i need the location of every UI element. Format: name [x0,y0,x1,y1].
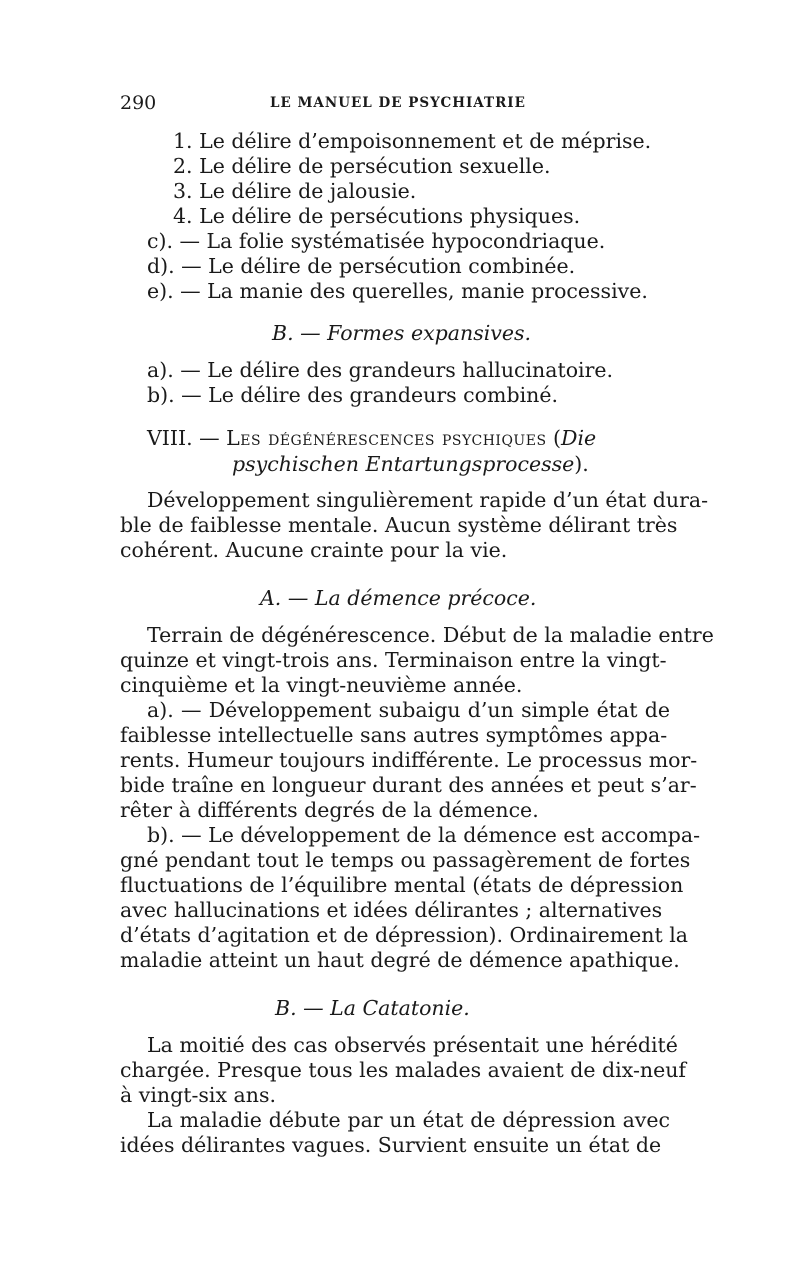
list-item: 4. Le délire de persécutions physiques. [173,204,581,228]
chapter-heading-lead: VIII. — [147,426,227,450]
chapter-heading-open-paren: ( [546,426,562,450]
list-item: b). — Le délire des grandeurs combiné. [147,383,558,407]
paragraph-line: rents. Humeur toujours indifférente. Le processus mor- [120,748,698,772]
chapter-heading-line2 [232,451,589,477]
paragraph-line: avec hallucinations et idées délirantes ; alternatives [120,898,663,922]
chapter-heading-title: Les dégénérescences psychiques [226,426,547,450]
list-item: 1. Le délire d’empoisonnement et de méprise. [173,129,652,153]
paragraph-line: ble de faiblesse mentale. Aucun système délirant très [120,513,678,537]
paragraph-line: d’états d’agitation et de dépression). Ordinairement la [120,923,689,947]
chapter-heading-german-1: Die [561,426,597,450]
paragraph-line: La moitié des cas observés présentait une hérédité [147,1033,678,1057]
paragraph-line: cinquième et la vingt-neuvième année. [120,673,523,697]
paragraph-line: cohérent. Aucune crainte pour la vie. [120,538,508,562]
section-heading: A. — La démence précoce. [260,586,537,610]
chapter-heading [147,425,596,451]
paragraph-line: idées délirantes vagues. Survient ensuite un état de [120,1133,662,1157]
list-item: 2. Le délire de persécution sexuelle. [173,154,551,178]
paragraph-line: Développement singulièrement rapide d’un état dura- [147,488,709,512]
page-number: 290 [120,92,157,114]
paragraph-line: gné pendant tout le temps ou passagèrement de fortes [120,848,691,872]
paragraph-line: maladie atteint un haut degré de démence apathique. [120,948,680,972]
chapter-heading-close-paren: ). [574,452,589,476]
paragraph-line: bide traîne en longueur durant des années et peut s’ar- [120,773,697,797]
section-heading: B. — Formes expansives. [272,321,532,345]
list-item: a). — Le délire des grandeurs hallucinatoire. [147,358,614,382]
paragraph-line: La maladie débute par un état de dépression avec [147,1108,670,1132]
section-heading: B. — La Catatonie. [275,996,470,1020]
paragraph-line: chargée. Presque tous les malades avaient de dix-neuf [120,1058,686,1082]
page-header [120,92,680,116]
paragraph-line: faiblesse intellectuelle sans autres symptômes appa- [120,723,668,747]
paragraph-line: rêter à différents degrés de la démence. [120,798,539,822]
paragraph-line: à vingt-six ans. [120,1083,276,1107]
list-item: e). — La manie des querelles, manie processive. [147,279,648,303]
list-item: d). — Le délire de persécution combinée. [147,254,576,278]
paragraph-line: a). — Développement subaigu d’un simple état de [147,698,670,722]
paragraph-line: b). — Le développement de la démence est accompa- [147,823,701,847]
list-item: c). — La folie systématisée hypocondriaque. [147,229,606,253]
list-item: 3. Le délire de jalousie. [173,179,417,203]
paragraph-line: Terrain de dégénérescence. Début de la maladie entre [147,623,714,647]
chapter-heading-german-2: psychischen Entartungsprocesse [232,452,575,476]
paragraph-line: quinze et vingt-trois ans. Terminaison entre la vingt- [120,648,667,672]
paragraph-line: fluctuations de l’équilibre mental (états de dépression [120,873,684,897]
running-title: LE MANUEL DE PSYCHIATRIE [270,95,526,111]
